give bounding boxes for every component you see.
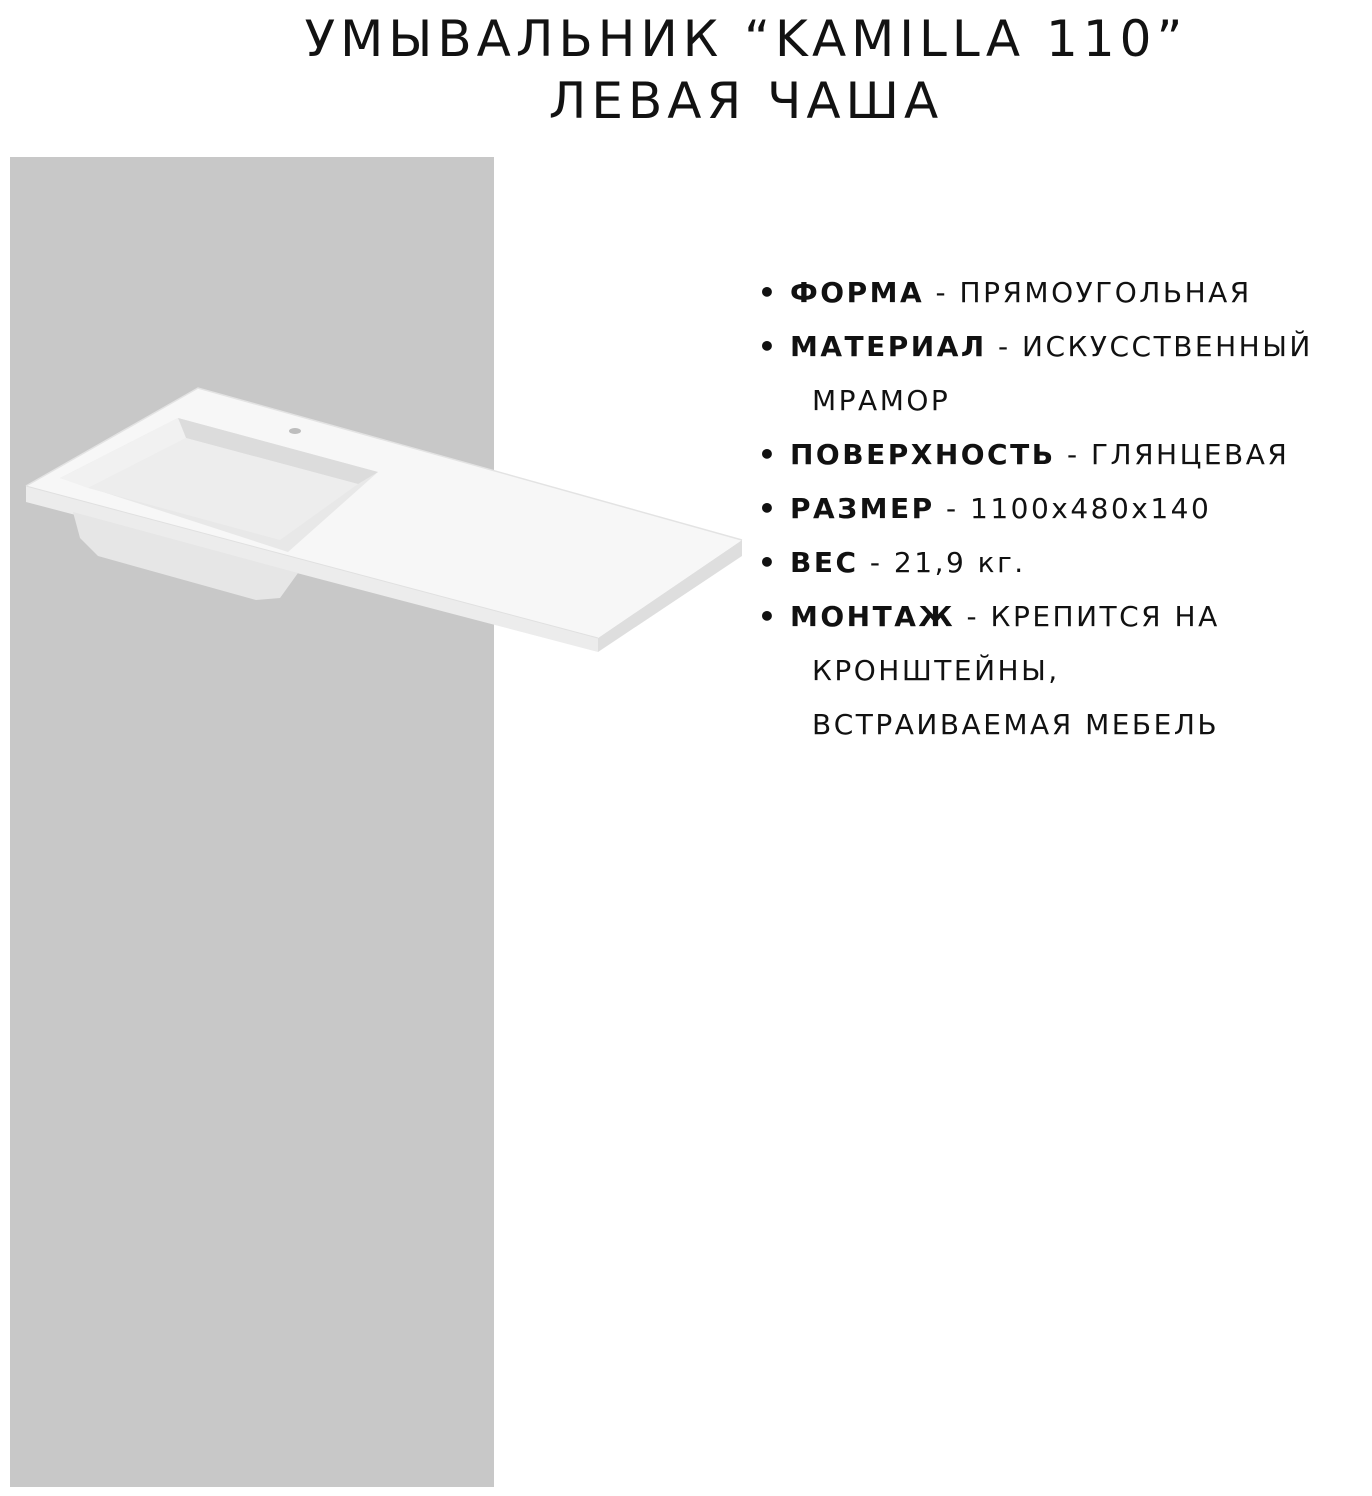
title-line-product: УМЫВАЛЬНИК “KAMILLA 110” xyxy=(304,10,1188,68)
title-line-variant: ЛЕВАЯ ЧАША xyxy=(548,72,944,130)
bullet: • xyxy=(758,330,779,363)
spec-value: - ПРЯМОУГОЛЬНАЯ xyxy=(924,276,1252,309)
spec-name: ФОРМА xyxy=(790,276,925,309)
spec-item-size xyxy=(756,482,1372,536)
spec-value-continuation: ВСТРАИВАЕМАЯ МЕБЕЛЬ xyxy=(812,708,1220,741)
specifications-list xyxy=(756,266,1372,752)
page-title xyxy=(0,8,1372,132)
spec-item-weight xyxy=(756,536,1372,590)
bullet: • xyxy=(758,546,779,579)
spec-value: - ИСКУССТВЕННЫЙ xyxy=(986,330,1313,363)
spec-name: МОНТАЖ xyxy=(790,600,956,633)
spec-value: - КРЕПИТСЯ НА xyxy=(955,600,1220,633)
spec-item-shape xyxy=(756,266,1372,320)
spec-value-continuation: КРОНШТЕЙНЫ, xyxy=(812,654,1060,687)
grey-background-panel xyxy=(10,157,494,1487)
bullet: • xyxy=(758,492,779,525)
spec-item-mounting xyxy=(756,590,1372,752)
bullet: • xyxy=(758,600,779,633)
spec-item-material xyxy=(756,320,1372,428)
bullet: • xyxy=(758,276,779,309)
spec-name: ПОВЕРХНОСТЬ xyxy=(790,438,1056,471)
spec-name: ВЕС xyxy=(790,546,859,579)
sink-basin-left-icon xyxy=(18,380,750,670)
spec-name: РАЗМЕР xyxy=(790,492,935,525)
spec-value: - ГЛЯНЦЕВАЯ xyxy=(1055,438,1290,471)
spec-item-surface xyxy=(756,428,1372,482)
spec-value-continuation: МРАМОР xyxy=(812,384,951,417)
spec-value: - 21,9 кг. xyxy=(858,546,1026,579)
spec-value: - 1100x480x140 xyxy=(934,492,1212,525)
spec-name: МАТЕРИАЛ xyxy=(790,330,987,363)
bullet: • xyxy=(758,438,779,471)
